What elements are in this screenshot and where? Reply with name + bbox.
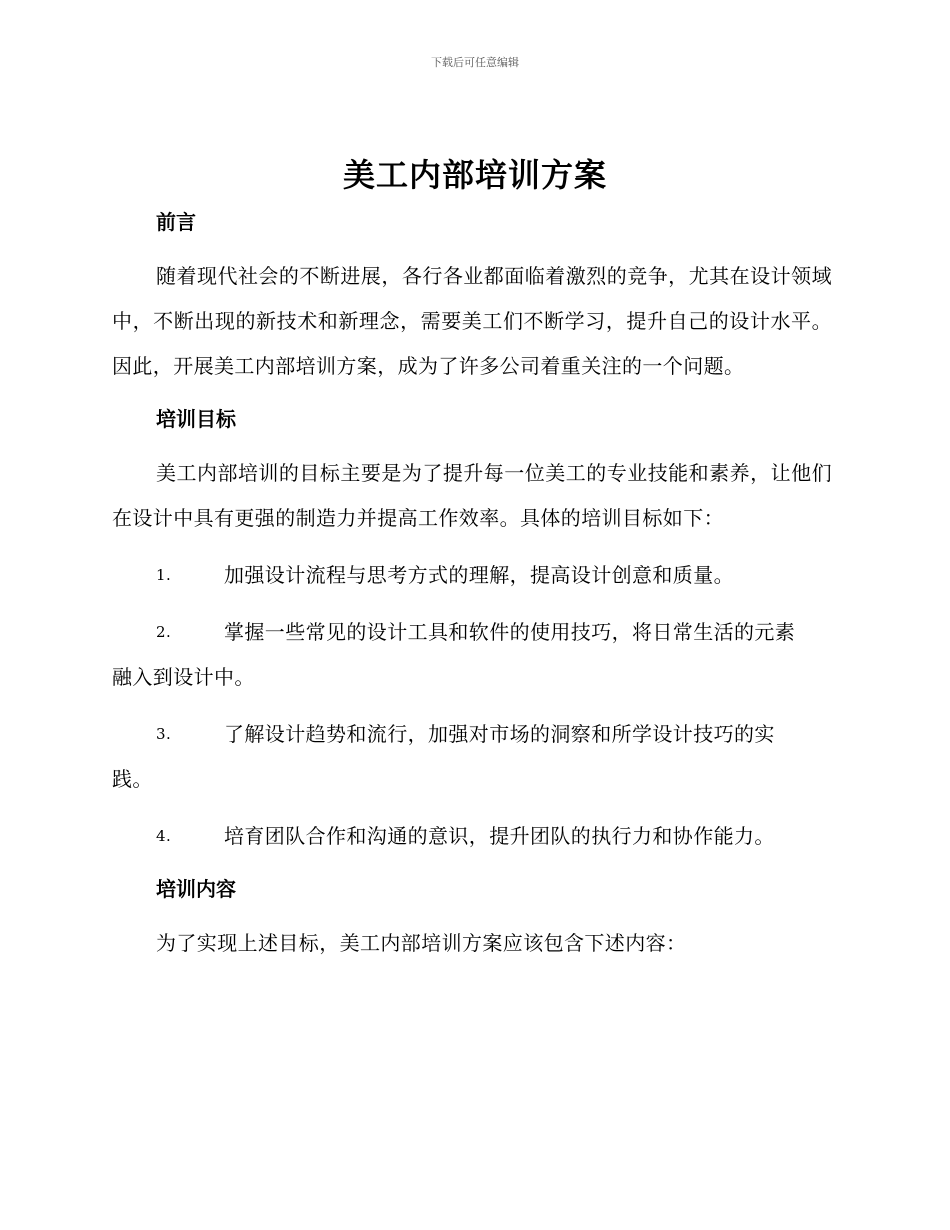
list-item-number: 4. xyxy=(156,827,172,845)
list-item xyxy=(112,814,832,859)
list-item-continuation: 践。 xyxy=(112,767,153,791)
list-item-number: 3. xyxy=(156,725,172,743)
page-header-note: 下载后可任意编辑 xyxy=(431,56,519,69)
list-item-number: 1. xyxy=(156,566,172,584)
document-title: 美工内部培训方案 xyxy=(342,156,607,194)
list-item-number: 2. xyxy=(156,623,172,641)
list-item-text: 加强设计流程与思考方式的理解，提高设计创意和质量。 xyxy=(224,563,734,587)
list-item xyxy=(112,553,832,598)
list-item-text: 了解设计趋势和流行，加强对市场的洞察和所学设计技巧的实 xyxy=(224,722,775,746)
list-item-continuation: 融入到设计中。 xyxy=(112,665,255,689)
list-item xyxy=(112,610,832,655)
document-body xyxy=(112,204,832,966)
list-item-text: 掌握一些常见的设计工具和软件的使用技巧，将日常生活的元素 xyxy=(224,620,796,644)
goals-paragraph: 美工内部培训的目标主要是为了提升每一位美工的专业技能和素养，让他们在设计中具有更强的制造力并提高工作效率。具体的培训目标如下： xyxy=(112,461,832,530)
preface-paragraph: 随着现代社会的不断进展，各行各业都面临着激烈的竞争，尤其在设计领域中，不断出现的新技术和新理念，需要美工们不断学习，提升自己的设计水平。因此，开展美工内部培训方案，成为了许多公司着重关注的一个问题。 xyxy=(112,264,832,378)
section-heading-goals: 培训目标 xyxy=(156,407,236,431)
list-item xyxy=(112,712,832,757)
content-paragraph: 为了实现上述目标，美工内部培训方案应该包含下述内容： xyxy=(156,931,687,955)
goals-list xyxy=(112,553,832,859)
list-item-text: 培育团队合作和沟通的意识，提升团队的执行力和协作能力。 xyxy=(224,824,775,848)
section-heading-preface: 前言 xyxy=(156,210,196,234)
section-heading-content: 培训内容 xyxy=(156,877,236,901)
